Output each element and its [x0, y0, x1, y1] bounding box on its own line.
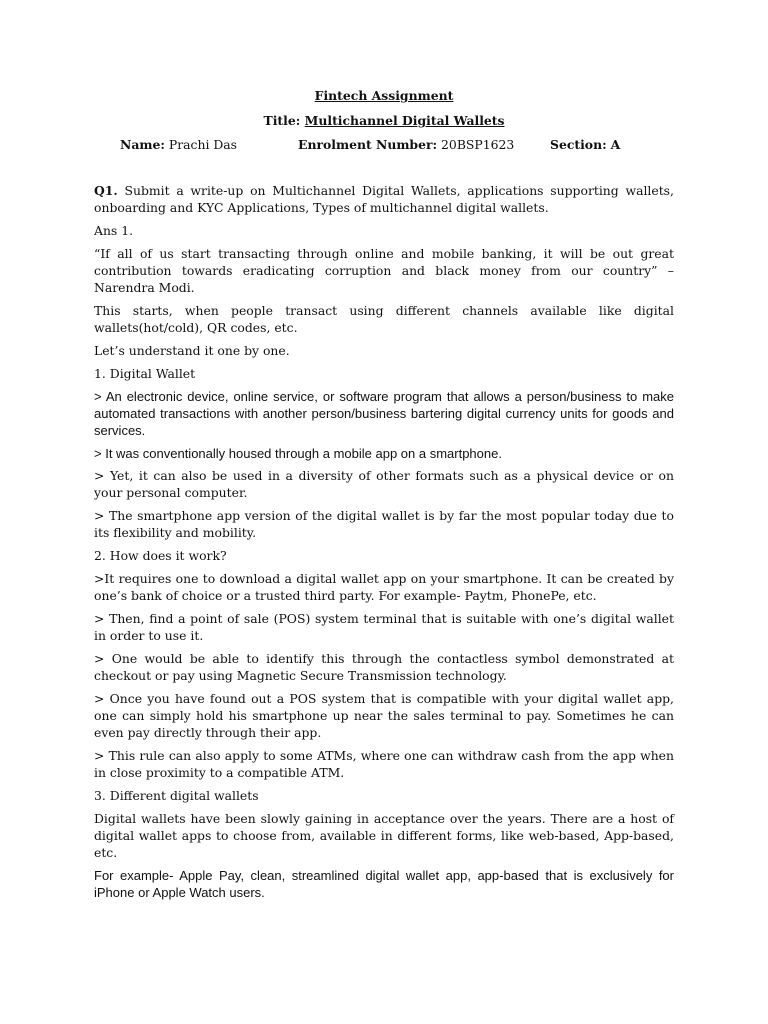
section-3-heading: 3. Different digital wallets [94, 788, 259, 803]
enrolment-number [298, 136, 514, 153]
title-label: Title: [263, 113, 301, 128]
section-3-paragraph-2: For example- Apple Pay, clean, streamlined digital wallet app, app-based that is exclusively for iPhone or Apple Watch users. [94, 868, 674, 900]
document-title: Fintech Assignment [314, 88, 454, 103]
meta-row [94, 136, 674, 160]
intro-paragraph: This starts, when people transact using different channels available like digital wallets(hot/cold), QR codes, etc. [94, 303, 674, 335]
section-1-paragraph-3: > Yet, it can also be used in a diversity of other formats such as a physical device or on your personal computer. [94, 468, 674, 500]
section-2-heading: 2. How does it work? [94, 548, 227, 563]
enrol-value: 20BSP1623 [441, 137, 515, 152]
question-label: Q1. [94, 183, 118, 198]
section-value: A [610, 137, 621, 152]
section [550, 136, 620, 153]
document-subtitle [94, 112, 674, 129]
document-content [94, 87, 674, 907]
student-name [120, 136, 237, 153]
answer-label: Ans 1. [94, 223, 134, 238]
lets-understand: Let’s understand it one by one. [94, 343, 290, 358]
title-value: Multichannel Digital Wallets [304, 113, 505, 128]
section-1-paragraph-2: > It was conventionally housed through a mobile app on a smartphone. [94, 446, 502, 461]
section-1-paragraph-1: > An electronic device, online service, or software program that allows a person/business to make automated transactions with another person/business bartering digital currency units for goods and services. [94, 389, 674, 438]
question-text: Submit a write-up on Multichannel Digital Wallets, applications supporting wallets, onboarding and KYC Applications, Types of multichannel digital wallets. [94, 183, 674, 215]
section-1-heading: 1. Digital Wallet [94, 366, 196, 381]
section-2-paragraph-1: >It requires one to download a digital wallet app on your smartphone. It can be created by one’s bank of choice or a trusted third party. For example- Paytm, PhonePe, etc. [94, 571, 674, 603]
section-2-paragraph-4: > Once you have found out a POS system that is compatible with your digital wallet app, one can simply hold his smartphone up near the sales terminal to pay. Sometimes he can even pay directly through their app. [94, 691, 674, 740]
enrol-label: Enrolment Number: [298, 137, 438, 152]
section-3-paragraph-1: Digital wallets have been slowly gaining in acceptance over the years. There are a host of digital wallet apps to choose from, available in different forms, like web-based, App-based, etc. [94, 811, 674, 860]
name-label: Name: [120, 137, 165, 152]
name-value: Prachi Das [168, 137, 238, 152]
question-paragraph [94, 182, 674, 216]
quote-paragraph: “If all of us start transacting through online and mobile banking, it will be out great contribution towards eradicating corruption and black money from our country” – Narendra Modi. [94, 246, 674, 295]
section-label: Section: [550, 137, 607, 152]
section-2-paragraph-5: > This rule can also apply to some ATMs, where one can withdraw cash from the app when in close proximity to a compatible ATM. [94, 748, 674, 780]
section-2-paragraph-3: > One would be able to identify this through the contactless symbol demonstrated at checkout or pay using Magnetic Secure Transmission technology. [94, 651, 674, 683]
section-1-paragraph-4: > The smartphone app version of the digital wallet is by far the most popular today due to its flexibility and mobility. [94, 508, 674, 540]
section-2-paragraph-2: > Then, find a point of sale (POS) system terminal that is suitable with one’s digital wallet in order to use it. [94, 611, 674, 643]
